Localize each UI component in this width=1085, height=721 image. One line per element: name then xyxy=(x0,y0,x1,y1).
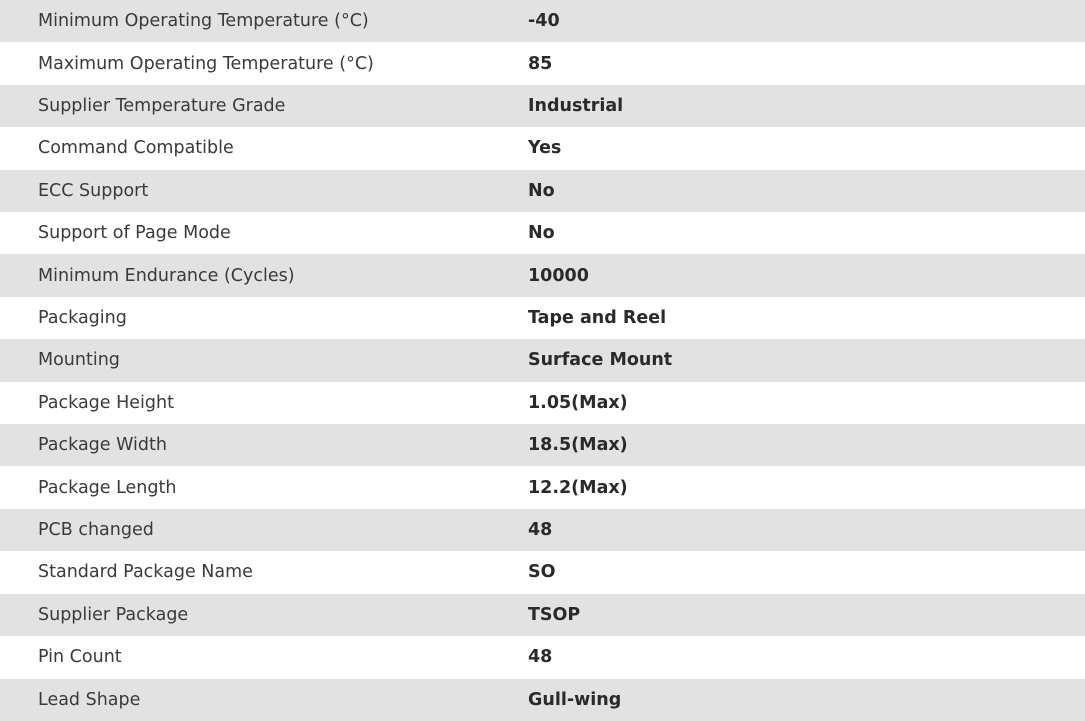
spec-value: 10000 xyxy=(528,265,589,286)
spec-label: Standard Package Name xyxy=(38,562,253,583)
spec-row-standard-package-name xyxy=(0,551,1085,593)
spec-row-min-operating-temp xyxy=(0,0,1085,42)
spec-value: 18.5(Max) xyxy=(528,435,628,456)
spec-value: No xyxy=(528,223,555,244)
spec-row-ecc-support xyxy=(0,170,1085,212)
spec-value: 12.2(Max) xyxy=(528,477,628,498)
spec-row-lead-shape xyxy=(0,679,1085,721)
spec-label: Package Length xyxy=(38,477,177,498)
spec-label: Mounting xyxy=(38,350,120,371)
spec-label: Pin Count xyxy=(38,647,122,668)
spec-row-command-compatible xyxy=(0,127,1085,169)
spec-value: -40 xyxy=(528,11,560,32)
spec-row-page-mode xyxy=(0,212,1085,254)
spec-row-package-width xyxy=(0,424,1085,466)
spec-label: Minimum Operating Temperature (°C) xyxy=(38,11,369,32)
spec-row-package-length xyxy=(0,466,1085,508)
spec-label: Support of Page Mode xyxy=(38,223,231,244)
spec-label: Packaging xyxy=(38,308,127,329)
spec-label: ECC Support xyxy=(38,180,149,201)
spec-value: Yes xyxy=(528,138,562,159)
spec-row-mounting xyxy=(0,339,1085,381)
spec-value: Surface Mount xyxy=(528,350,673,371)
spec-value: 1.05(Max) xyxy=(528,392,628,413)
spec-row-packaging xyxy=(0,297,1085,339)
spec-label: Maximum Operating Temperature (°C) xyxy=(38,53,374,74)
spec-row-min-endurance xyxy=(0,254,1085,296)
spec-value: Industrial xyxy=(528,96,624,117)
spec-label: Package Height xyxy=(38,392,174,413)
spec-row-pin-count xyxy=(0,636,1085,678)
spec-row-temperature-grade xyxy=(0,85,1085,127)
spec-label: Package Width xyxy=(38,435,167,456)
spec-row-max-operating-temp xyxy=(0,42,1085,84)
spec-label: Lead Shape xyxy=(38,689,141,710)
spec-label: Minimum Endurance (Cycles) xyxy=(38,265,295,286)
spec-row-package-height xyxy=(0,382,1085,424)
spec-row-supplier-package xyxy=(0,594,1085,636)
spec-value: 48 xyxy=(528,647,553,668)
spec-label: Supplier Temperature Grade xyxy=(38,96,286,117)
spec-value: SO xyxy=(528,562,556,583)
spec-label: Command Compatible xyxy=(38,138,234,159)
spec-value: Gull-wing xyxy=(528,689,622,710)
spec-value: TSOP xyxy=(528,604,581,625)
spec-row-pcb-changed xyxy=(0,509,1085,551)
spec-label: PCB changed xyxy=(38,520,154,541)
spec-label: Supplier Package xyxy=(38,604,189,625)
spec-value: 48 xyxy=(528,520,553,541)
spec-value: 85 xyxy=(528,53,553,74)
spec-value: Tape and Reel xyxy=(528,308,667,329)
spec-value: No xyxy=(528,180,555,201)
